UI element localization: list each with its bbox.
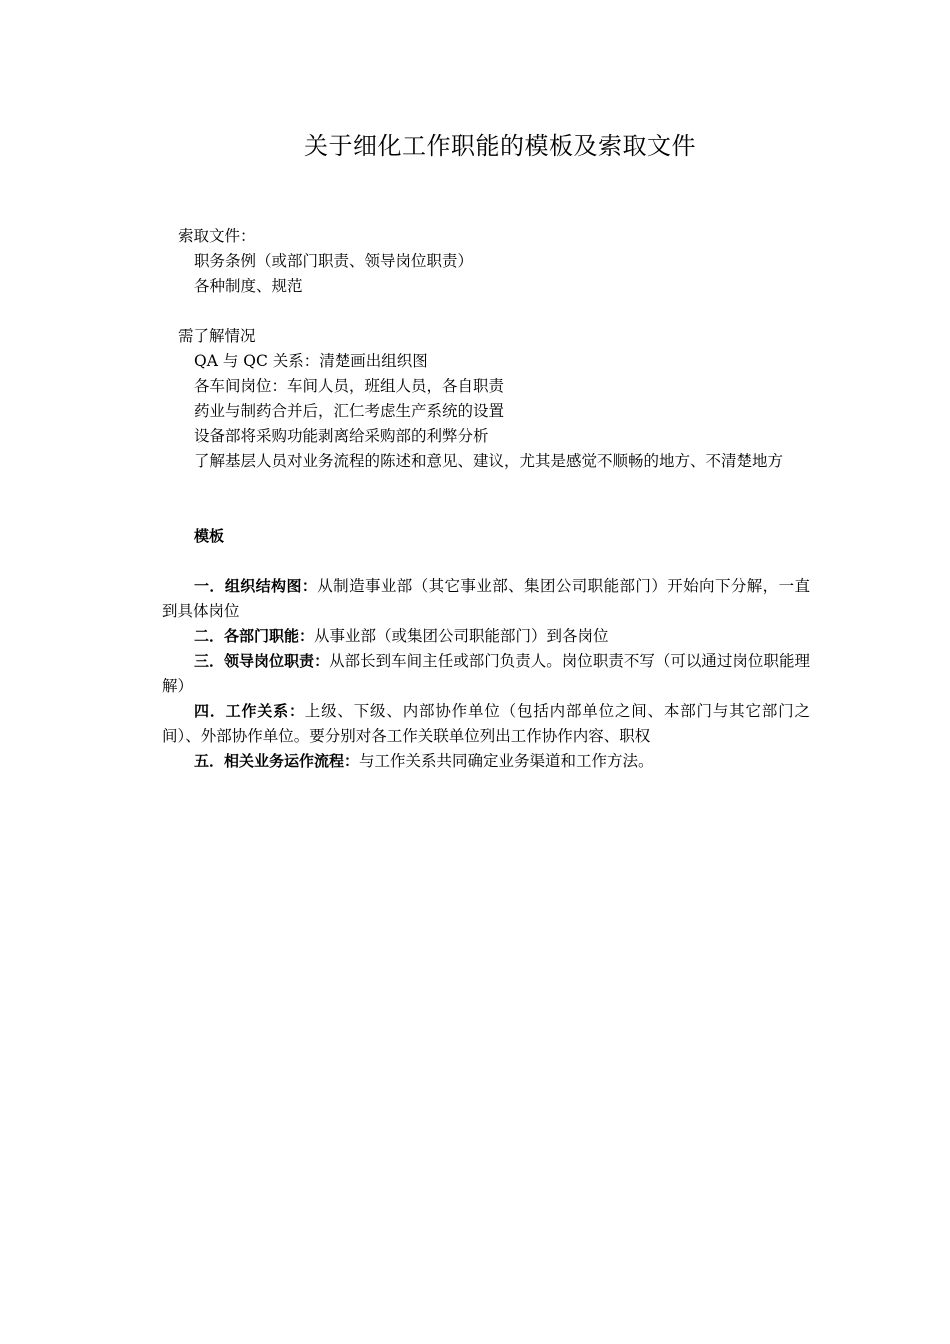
template-item-text: 从部长到车间主任或部门负责人。岗位职责不写（可以通过岗位职能理解） (162, 652, 810, 695)
info-heading: 需了解情况 (178, 327, 256, 345)
info-item: 各车间岗位：车间人员，班组人员，各自职责 (194, 377, 505, 395)
template-item (162, 624, 810, 649)
template-item-text: 从制造事业部（其它事业部、集团公司职能部门）开始向下分解，一直到具体岗位 (162, 577, 810, 620)
template-item-text: 上级、下级、内部协作单位（包括内部单位之间、本部门与其它部门之间）、外部协作单位。要分别对各工作关联单位列出工作协作内容、职权 (162, 702, 810, 745)
spacer (162, 474, 810, 524)
info-item: QA 与 QC 关系：清楚画出组织图 (194, 352, 428, 370)
template-item-label: 四．工作关系： (194, 702, 305, 720)
documents-heading: 索取文件： (178, 227, 256, 245)
template-item (162, 574, 810, 624)
template-item (162, 749, 810, 774)
template-item-text: 与工作关系共同确定业务渠道和工作方法。 (359, 752, 654, 770)
documents-item: 各种制度、规范 (194, 277, 303, 295)
spacer (162, 299, 810, 324)
document-body (162, 224, 810, 774)
info-item: 药业与制药合并后，汇仁考虑生产系统的设置 (194, 402, 505, 420)
template-item-text: 从事业部（或集团公司职能部门）到各岗位 (314, 627, 609, 645)
template-item-label: 三．领导岗位职责： (194, 652, 330, 670)
documents-item: 职务条例（或部门职责、领导岗位职责） (194, 252, 474, 270)
document-title: 关于细化工作职能的模板及索取文件 (304, 132, 696, 160)
info-item: 设备部将采购功能剥离给采购部的利弊分析 (194, 427, 489, 445)
template-item-label: 五．相关业务运作流程： (194, 752, 360, 770)
template-item-label: 二．各部门职能： (194, 627, 315, 645)
template-item (162, 699, 810, 749)
template-item (162, 649, 810, 699)
info-item: 了解基层人员对业务流程的陈述和意见、建议，尤其是感觉不顺畅的地方、不清楚地方 (194, 452, 784, 470)
spacer (162, 549, 810, 574)
template-item-label: 一．组织结构图： (194, 577, 318, 595)
template-heading: 模板 (194, 527, 225, 545)
